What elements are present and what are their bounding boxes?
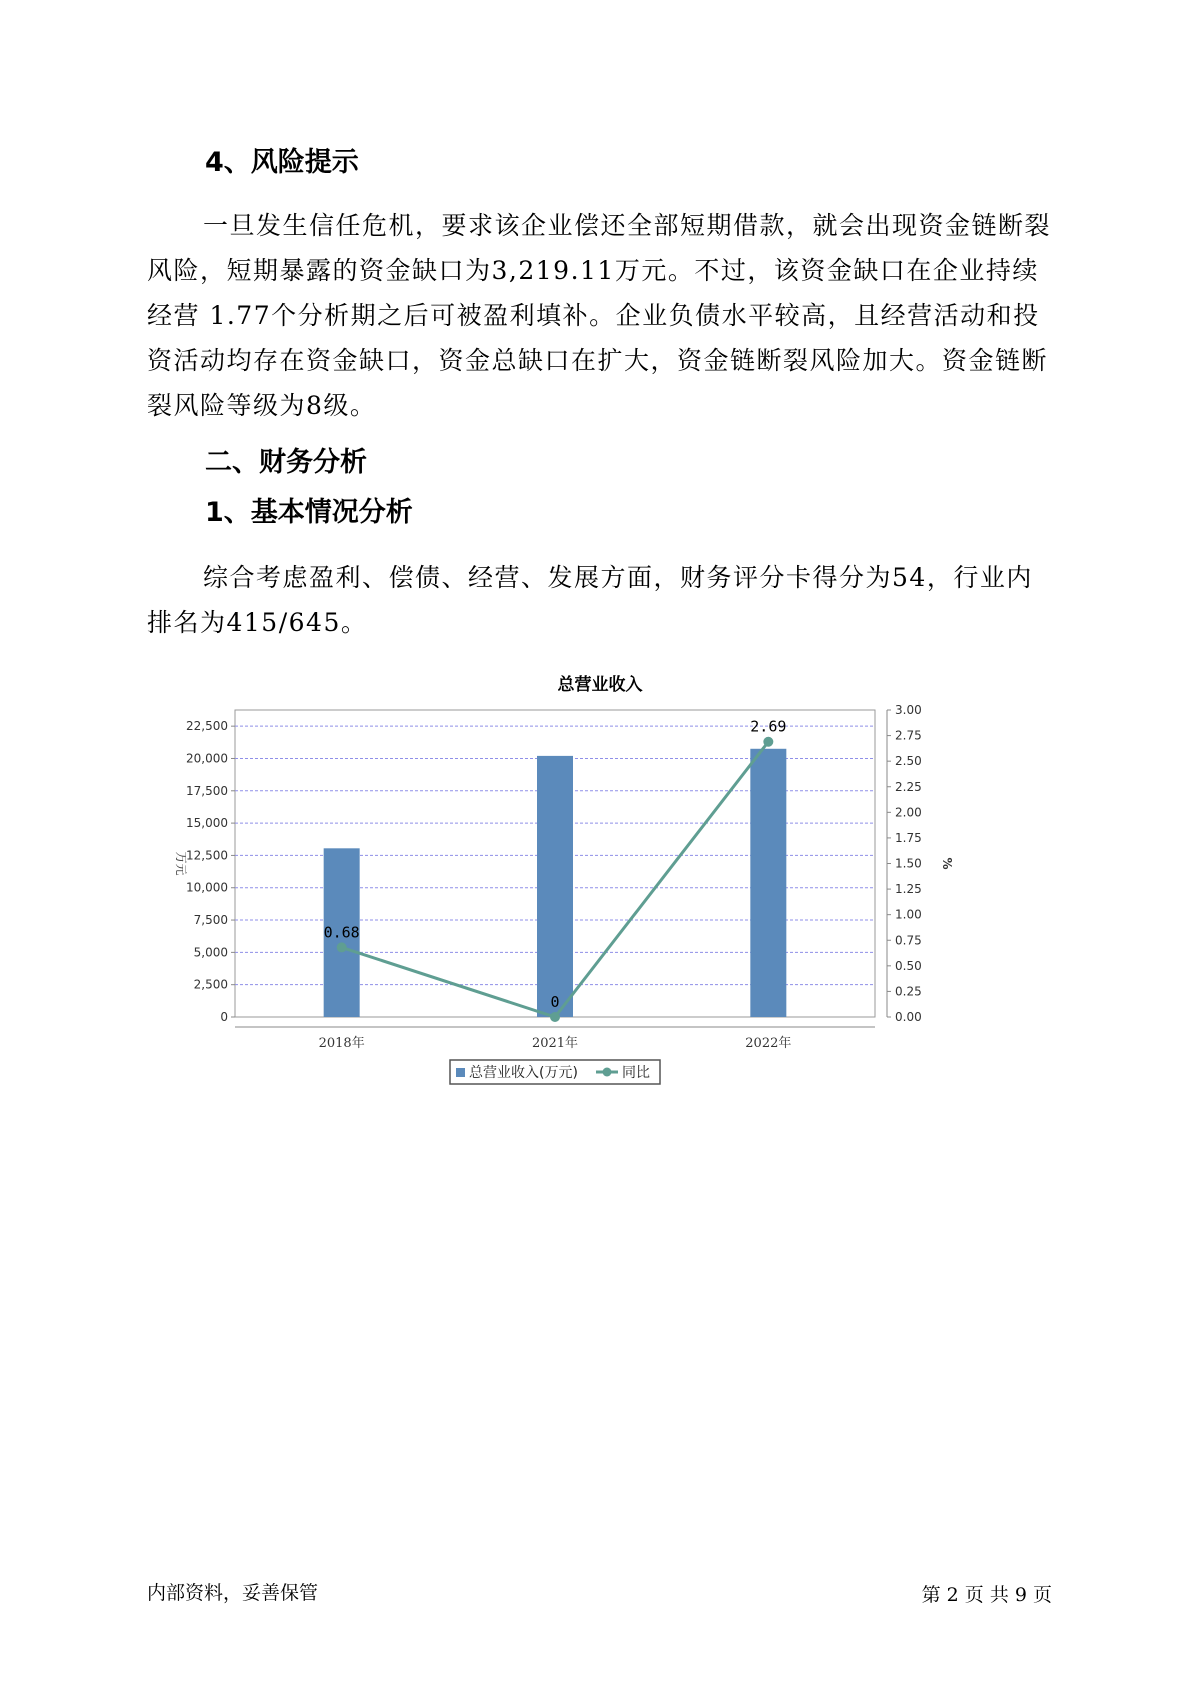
y-axis-title-left: 万元 bbox=[174, 851, 188, 876]
x-tick-label: 2022年 bbox=[745, 1036, 792, 1051]
revenue-bar bbox=[750, 749, 786, 1017]
left-tick-label: 7,500 bbox=[193, 913, 228, 928]
yoy-data-label: 0.68 bbox=[323, 923, 360, 942]
finance-heading: 二、财务分析 bbox=[205, 447, 367, 478]
right-tick-label: 0.75 bbox=[895, 933, 922, 948]
right-tick-label: 2.75 bbox=[895, 728, 922, 743]
right-tick-label: 1.75 bbox=[895, 830, 922, 845]
yoy-point bbox=[763, 737, 773, 747]
footer-confidential: 内部资料，妥善保管 bbox=[147, 1582, 319, 1604]
right-tick-label: 1.50 bbox=[895, 856, 922, 871]
left-tick-label: 22,500 bbox=[186, 719, 228, 734]
risk-paragraph: 一旦发生信任危机，要求该企业偿还全部短期借款，就会出现资金链断裂风险，短期暴露的资金缺口为3,219.11万元。不过，该资金缺口在企业持续经营 1.77个分析期之后可被盈利填补。企业负债水平较高，且经营活动和投资活动均存在资金缺口，资金总缺口在扩大，资金链断裂风险加大。资金链断裂风险等级为8级。 bbox=[147, 211, 1052, 420]
right-tick-label: 2.00 bbox=[895, 805, 922, 820]
yoy-point bbox=[337, 942, 347, 952]
left-tick-label: 5,000 bbox=[193, 945, 228, 960]
risk-heading: 4、风险提示 bbox=[205, 147, 359, 178]
left-tick-label: 0 bbox=[220, 1010, 228, 1024]
right-tick-label: 0.00 bbox=[895, 1010, 922, 1024]
yoy-data-label: 2.69 bbox=[750, 717, 787, 736]
revenue-chart bbox=[160, 665, 1030, 1135]
left-tick-label: 12,500 bbox=[186, 848, 228, 863]
x-tick-label: 2018年 bbox=[318, 1036, 365, 1051]
legend-line-label: 同比 bbox=[622, 1065, 650, 1081]
chart-title: 总营业收入 bbox=[557, 675, 643, 695]
y-axis-title-right: % bbox=[940, 857, 954, 870]
left-tick-label: 15,000 bbox=[186, 816, 228, 831]
left-tick-label: 10,000 bbox=[186, 880, 228, 895]
right-tick-label: 0.25 bbox=[895, 984, 922, 999]
chart-svg bbox=[160, 665, 1030, 1135]
basic-paragraph: 综合考虑盈利、偿债、经营、发展方面，财务评分卡得分为54，行业内排名为415/645。 bbox=[147, 563, 1033, 637]
footer-page-number: 第 2 页 共 9 页 bbox=[921, 1584, 1052, 1606]
revenue-bar bbox=[537, 756, 573, 1017]
right-tick-label: 2.25 bbox=[895, 779, 922, 794]
right-tick-label: 1.25 bbox=[895, 882, 922, 897]
yoy-data-label: 0 bbox=[550, 993, 560, 1011]
right-tick-label: 0.50 bbox=[895, 958, 922, 973]
chart-legend bbox=[450, 1060, 660, 1084]
left-tick-label: 20,000 bbox=[186, 751, 228, 766]
right-tick-label: 1.00 bbox=[895, 907, 922, 922]
left-tick-label: 17,500 bbox=[186, 783, 228, 798]
legend-bar-label: 总营业收入(万元) bbox=[469, 1065, 578, 1081]
right-tick-label: 3.00 bbox=[895, 703, 922, 717]
left-tick-label: 2,500 bbox=[193, 977, 228, 992]
bar-layer bbox=[324, 749, 787, 1017]
x-tick-label: 2021年 bbox=[531, 1036, 579, 1051]
legend-bar-swatch bbox=[456, 1068, 465, 1077]
basic-heading: 1、基本情况分析 bbox=[205, 497, 413, 528]
legend-line-marker bbox=[603, 1068, 612, 1077]
right-tick-label: 2.50 bbox=[895, 754, 922, 769]
yoy-point bbox=[550, 1012, 560, 1022]
